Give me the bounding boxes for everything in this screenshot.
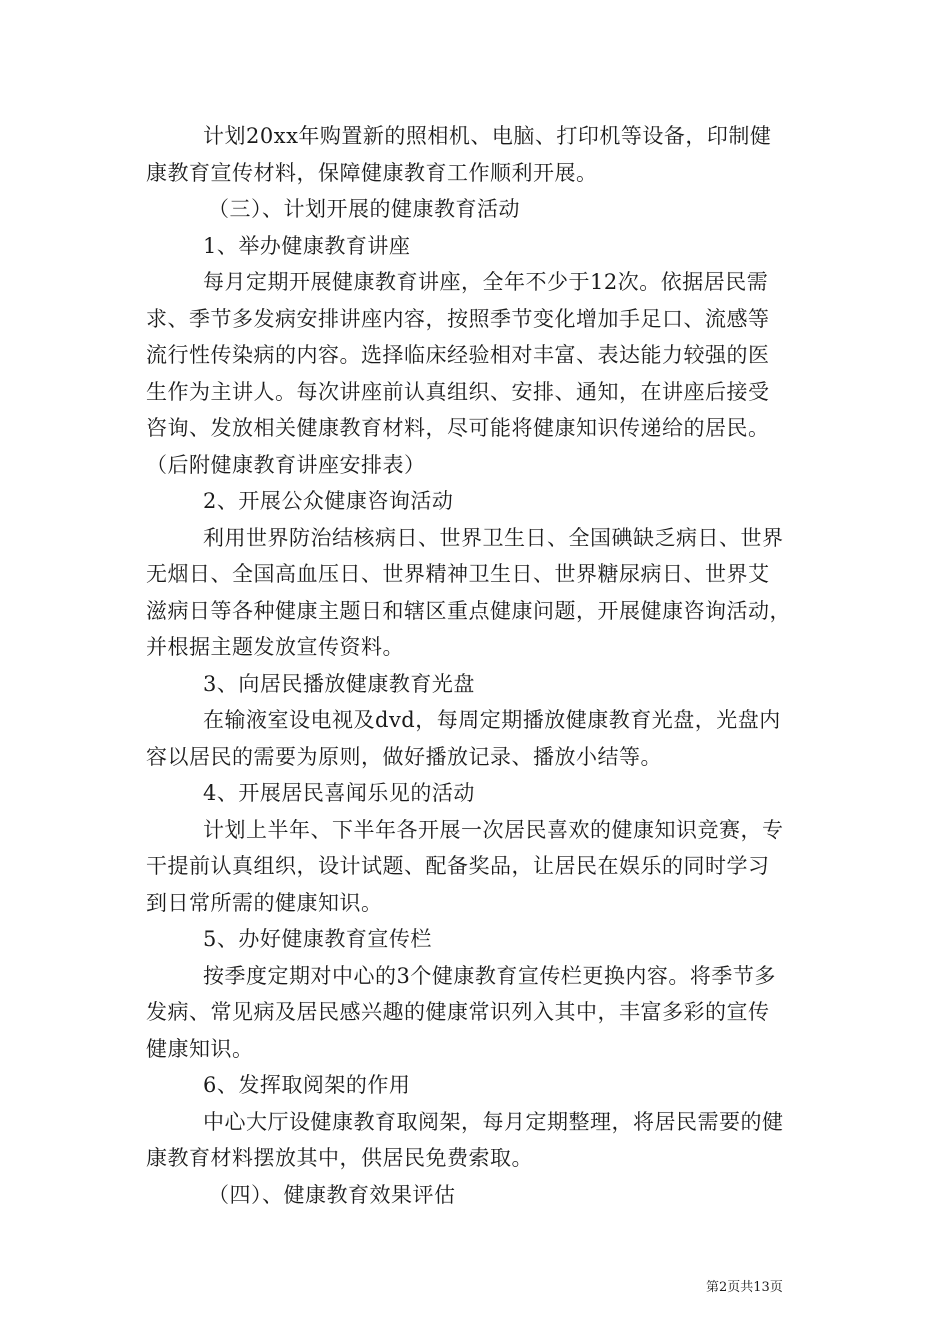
paragraph-line: 4、开展居民喜闻乐见的活动 <box>203 781 475 805</box>
paragraph-line: 2、开展公众健康咨询活动 <box>203 489 454 513</box>
document-body <box>146 118 824 1213</box>
paragraph-line: 5、办好健康教育宣传栏 <box>203 927 432 951</box>
paragraph-line: （后附健康教育讲座安排表） <box>146 452 426 477</box>
paragraph-line: 求、季节多发病安排讲座内容，按照季节变化增加手足口、流感等 <box>146 306 770 331</box>
section-heading: （四）、健康教育效果评估 <box>208 1182 456 1207</box>
paragraph-line: 计划上半年、下半年各开展一次居民喜欢的健康知识竞赛，专 <box>203 817 784 842</box>
paragraph-line: 按季度定期对中心的3个健康教育宣传栏更换内容。将季节多 <box>203 963 776 988</box>
paragraph-line: 健康知识。 <box>146 1036 254 1061</box>
paragraph-line: 咨询、发放相关健康教育材料，尽可能将健康知识传递给的居民。 <box>146 416 770 440</box>
paragraph-line: 滋病日等各种健康主题日和辖区重点健康问题，开展健康咨询活动， <box>146 598 791 623</box>
paragraph-line: 3、向居民播放健康教育光盘 <box>203 671 475 696</box>
paragraph-line: 发病、常见病及居民感兴趣的健康常识列入其中，丰富多彩的宣传 <box>146 1000 770 1024</box>
paragraph-line: 利用世界防治结核病日、世界卫生日、全国碘缺乏病日、世界 <box>203 525 784 550</box>
paragraph-line: 计划20xx年购置新的照相机、电脑、打印机等设备，印制健 <box>203 124 772 148</box>
paragraph-line: 并根据主题发放宣传资料。 <box>146 635 404 659</box>
paragraph-line: 生作为主讲人。每次讲座前认真组织、安排、通知，在讲座后接受 <box>146 379 770 404</box>
paragraph-line: 容以居民的需要为原则，做好播放记录、播放小结等。 <box>146 744 662 769</box>
paragraph-line: 在输液室设电视及dvd，每周定期播放健康教育光盘，光盘内 <box>203 708 781 732</box>
paragraph-line: 康教育材料摆放其中，供居民免费索取。 <box>146 1146 533 1170</box>
paragraph-line: 干提前认真组织，设计试题、配备奖品，让居民在娱乐的同时学习 <box>146 854 770 878</box>
paragraph-line: 每月定期开展健康教育讲座，全年不少于12次。依据居民需 <box>203 270 769 294</box>
paragraph-line: 康教育宣传材料，保障健康教育工作顺利开展。 <box>146 160 598 185</box>
section-heading: （三）、计划开展的健康教育活动 <box>208 197 520 221</box>
paragraph-line: 1、举办健康教育讲座 <box>203 233 411 258</box>
paragraph-line: 中心大厅设健康教育取阅架，每月定期整理，将居民需要的健 <box>203 1109 784 1134</box>
paragraph-line: 6、发挥取阅架的作用 <box>203 1073 411 1097</box>
paragraph-line: 无烟日、全国高血压日、世界精神卫生日、世界糖尿病日、世界艾 <box>146 562 770 586</box>
page-number: 第2页共13页 <box>706 1280 783 1295</box>
paragraph-line: 到日常所需的健康知识。 <box>146 890 383 915</box>
paragraph-line: 流行性传染病的内容。选择临床经验相对丰富、表达能力较强的医 <box>146 343 770 367</box>
